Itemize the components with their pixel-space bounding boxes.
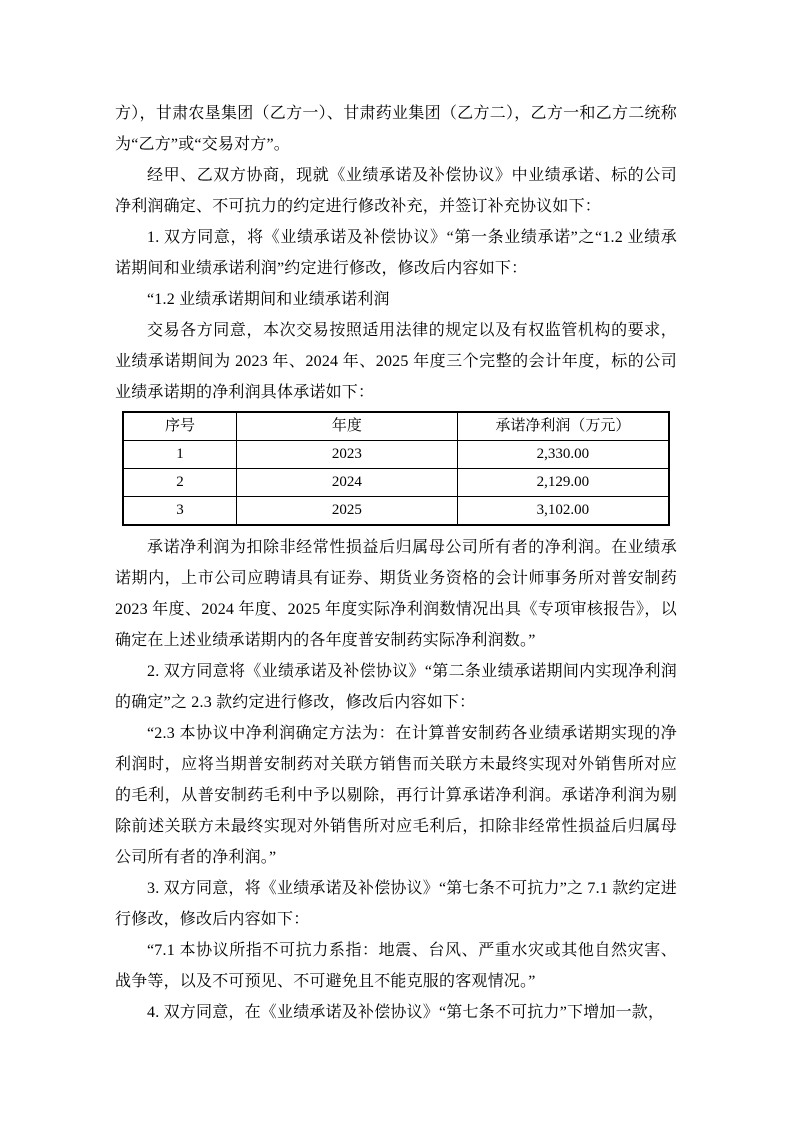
paragraph-clause-1: 1. 双方同意，将《业绩承诺及补偿协议》“第一条业绩承诺”之“1.2 业绩承诺期间和业绩承诺利润”约定进行修改，修改后内容如下： xyxy=(115,229,677,277)
table-cell-profit: 3,102.00 xyxy=(457,497,669,526)
paragraph-clause-1-2-title: “1.2 业绩承诺期间和业绩承诺利润 xyxy=(147,291,390,308)
paragraph-commitment-period: 交易各方同意，本次交易按照适用法律的规定以及有权监管机构的要求，业绩承诺期间为 2023 年、2024 年、2025 年度三个完整的会计年度，标的公司业绩承诺期的净利润具体承诺如下： xyxy=(115,322,677,401)
table-cell-year: 2024 xyxy=(237,469,458,497)
table-row xyxy=(123,441,669,469)
paragraph-clause-3: 3. 双方同意，将《业绩承诺及补偿协议》“第七条不可抗力”之 7.1 款约定进行修改，修改后内容如下： xyxy=(115,880,678,928)
paragraph-clause-7-1: “7.1 本协议所指不可抗力系指：地震、台风、严重水灾或其他自然灾害、战争等，以及不可预见、不可避免且不能克服的客观情况。” xyxy=(115,942,677,990)
table-cell-year: 2025 xyxy=(237,497,458,526)
profit-commitment-table xyxy=(122,411,670,526)
table-row xyxy=(123,497,669,526)
paragraph-clause-2-3: “2.3 本协议中净利润确定方法为：在计算普安制药各业绩承诺期实现的净利润时，应将当期普安制药对关联方销售而关联方未最终实现对外销售所对应的毛利，从普安制药毛利中予以剔除，再行计算承诺净利润。承诺净利润为剔除前述关联方未最终实现对外销售所对应毛利后，扣除非经常性损益后归属母公司所有者的净利润。” xyxy=(115,725,677,866)
table-header-profit: 承诺净利润（万元） xyxy=(457,412,669,441)
paragraph-preamble: 经甲、乙双方协商，现就《业绩承诺及补偿协议》中业绩承诺、标的公司净利润确定、不可抗力的约定进行修改补充，并签订补充协议如下： xyxy=(115,167,677,215)
paragraph-audit-report: 承诺净利润为扣除非经常性损益后归属母公司所有者的净利润。在业绩承诺期内，上市公司应聘请具有证券、期货业务资格的会计师事务所对普安制药 2023 年度、2024 年度、2025 年度实际净利润数情况出具《专项审核报告》，以确定在上述业绩承诺期内的各年度普安制药实际净利润数。” xyxy=(115,539,677,649)
table-cell-year: 2023 xyxy=(237,441,458,469)
table-cell-seq: 2 xyxy=(123,469,237,497)
table-cell-profit: 2,330.00 xyxy=(457,441,669,469)
paragraph-continuation: 方），甘肃农垦集团（乙方一）、甘肃药业集团（乙方二），乙方一和乙方二统称为“乙方”或“交易对方”。 xyxy=(115,105,677,153)
paragraph-clause-4: 4. 双方同意，在《业绩承诺及补偿协议》“第七条不可抗力”下增加一款， xyxy=(147,1004,665,1021)
table-header-row xyxy=(123,412,669,441)
table-header-year: 年度 xyxy=(237,412,458,441)
table-row xyxy=(123,469,669,497)
table-cell-seq: 1 xyxy=(123,441,237,469)
table-cell-seq: 3 xyxy=(123,497,237,526)
table-cell-profit: 2,129.00 xyxy=(457,469,669,497)
paragraph-clause-2: 2. 双方同意将《业绩承诺及补偿协议》“第二条业绩承诺期间内实现净利润的确定”之 2.3 款约定进行修改，修改后内容如下： xyxy=(115,663,677,711)
table-header-seq: 序号 xyxy=(123,412,237,441)
